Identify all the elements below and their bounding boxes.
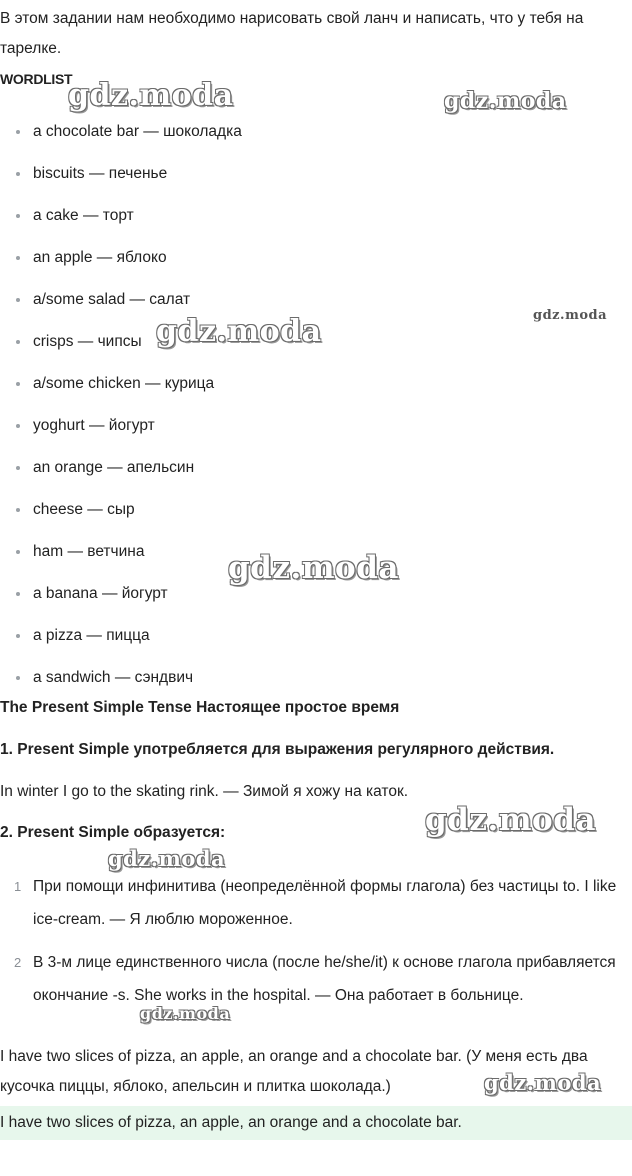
intro-text: В этом задании нам необходимо нарисовать свой ланч и написать, что у тебя на тарелке. [0,10,584,57]
list-item [0,870,628,936]
grammar-title: The Present Simple Tense Настоящее простое время [0,699,400,716]
list-item: a cake — торт [0,196,242,238]
watermark-logo: gdz.moda [228,550,399,586]
watermark-logo: gdz.moda [68,78,234,113]
list-item: a banana — йогурт [0,574,242,616]
list-item: a sandwich — сэндвич [0,658,242,700]
grammar-example-1: In winter I go to the skating rink. — Зимой я хожу на каток. [0,783,409,800]
list-item: a pizza — пицца [0,616,242,658]
list-item: yoghurt — йогурт [0,406,242,448]
grammar-point-1: 1. Present Simple употребляется для выражения регулярного действия. [0,741,555,758]
wordlist-heading: WORDLIST [0,71,73,87]
list-item: crisps — чипсы [0,322,242,364]
list-number: 2 [14,955,22,970]
list-item [0,946,628,1012]
watermark-logo: gdz.moda [484,1070,602,1095]
answer-box: I have two slices of pizza, an apple, an orange and a chocolate bar. [0,1106,632,1140]
watermark-logo: gdz.moda [140,1004,231,1023]
list-item: cheese — сыр [0,490,242,532]
list-item-text: При помощи инфинитива (неопределённой формы глагола) без частицы to. I like ice-cream. — Я люблю мороженное. [33,878,617,928]
list-item: an apple — яблоко [0,238,242,280]
watermark-logo: gdz.moda [425,802,596,838]
list-item: a/some chicken — курица [0,364,242,406]
list-number: 1 [14,879,22,894]
formation-list [0,870,628,1012]
grammar-point-2: 2. Present Simple образуется: [0,824,226,841]
list-item: a chocolate bar — шоколадка [0,112,242,154]
list-item-text: В 3-м лице единственного числа (после he/she/it) к основе глагола прибавляется окончание -s. She works in the hospital. — Она работает в больнице. [33,954,616,1004]
answer-with-translation: I have two slices of pizza, an apple, an orange and a chocolate bar. (У меня есть два кусочка пиццы, яблоко, апельсин и плитка шоколада.) [0,1048,588,1095]
watermark-logo: gdz.moda [533,308,608,323]
list-item: an orange — апельсин [0,448,242,490]
watermark-logo: gdz.moda [108,846,226,871]
list-item: biscuits — печенье [0,154,242,196]
watermark-logo: gdz.moda [444,88,567,114]
list-item: ham — ветчина [0,532,242,574]
list-item: a/some salad — салат [0,280,242,322]
wordlist [0,112,242,700]
watermark-logo: gdz.moda [156,314,322,349]
